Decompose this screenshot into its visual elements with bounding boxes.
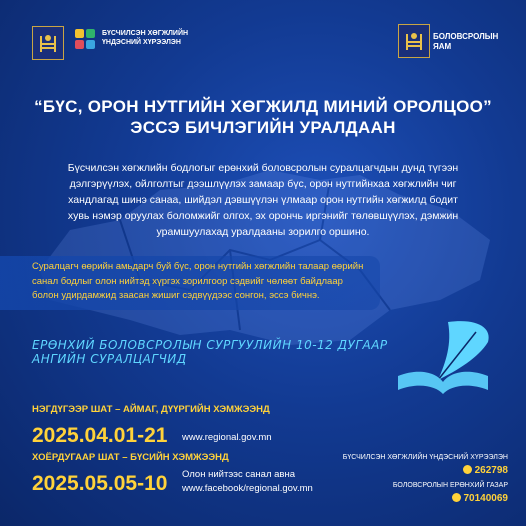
ministry-emblem-logo — [398, 24, 430, 58]
regional-development-institute-logo — [73, 27, 97, 51]
soyombo-emblem-icon — [32, 26, 64, 60]
phone-icon — [452, 493, 461, 502]
stage1-label: НЭГДҮГЭЭР ШАТ – АЙМАГ, ДҮҮРГИЙН ХЭМЖЭЭНД — [32, 404, 270, 415]
left-org-name: БҮСЧИЛСЭН ХӨГЖЛИЙН ҮНДЭСНИЙ ХҮРЭЭЛЭН — [102, 30, 189, 46]
national-emblem-logo-left — [32, 26, 64, 60]
stage2-label: ХОЁРДУГААР ШАТ – БҮСИЙН ХЭМЖЭЭНД — [32, 452, 229, 463]
stage2-note: Олон нийтээс санал авна — [182, 469, 296, 480]
phone-icon — [463, 465, 472, 474]
highlight-text: Суралцагч өөрийн амьдарч буй бүс, орон нутгийн хөгжлийн талаар өөрийн санал бодлыг олон нийтэд хүргэх зорилгоор сэдвийг чөлөөт байдлаар болон удирдамжид заасан жишиг сэдвүүдээс сонгон, эссэ бичнэ. — [32, 261, 364, 301]
intro-paragraph: Бүсчилсэн хөгжлийн бодлогыг ерөнхий боловсролын суралцагчдын дунд түгээн дэлгэрүүлэх, ойлголтыг дээшлүүлэх замаар бүс, орон нутгийнхаа хөгжлийн чиг хандлагад шинэ санаа, шийдэл дэвшүүлэн үлмаар орон нутгийн хөгжилд бодит хувь нэмэр оруулах боломжийг олгох, эх орончь иргэнийг төлөвшүүлэх, дэмжин урамшуулахад уралдааны зорилго оршино. — [67, 162, 459, 238]
stage2-date: 2025.05.05-10 — [32, 472, 168, 495]
right-org-name: БОЛОВСРОЛЫН ЯАМ — [433, 32, 499, 51]
title-line-2: ЭССЭ БИЧЛЭГИЙН УРАЛДААН — [130, 118, 396, 137]
title-line-1: “БҮС, ОРОН НУТГИЙН ХӨГЖИЛД МИНИЙ ОРОЛЦОО” — [34, 97, 492, 116]
stage2-facebook-link[interactable]: www.facebook/regional.gov.mn — [182, 483, 313, 494]
contact2-org: БОЛОВСРОЛЫН ЕРӨНХИЙ ГАЗАР — [392, 482, 508, 489]
target-grades-text: ЕРӨНХИЙ БОЛОВСРОЛЫН СУРГУУЛИЙН 10-12 ДУГААР АНГИЙН СУРАЛЦАГЧИД — [32, 338, 388, 366]
stage1-website-link[interactable]: www.regional.gov.mn — [182, 432, 272, 443]
poster-title — [0, 96, 526, 138]
soyombo-emblem-icon-right — [398, 24, 430, 58]
contact1-org: БҮСЧИЛСЭН ХӨГЖЛИЙН ҮНДЭСНИЙ ХҮРЭЭЛЭН — [342, 454, 508, 461]
contact1-phone: 262798 — [408, 465, 508, 476]
stage1-date: 2025.04.01-21 — [32, 424, 168, 447]
contact2-phone: 70140069 — [408, 493, 508, 504]
feather-book-icon — [388, 318, 498, 398]
